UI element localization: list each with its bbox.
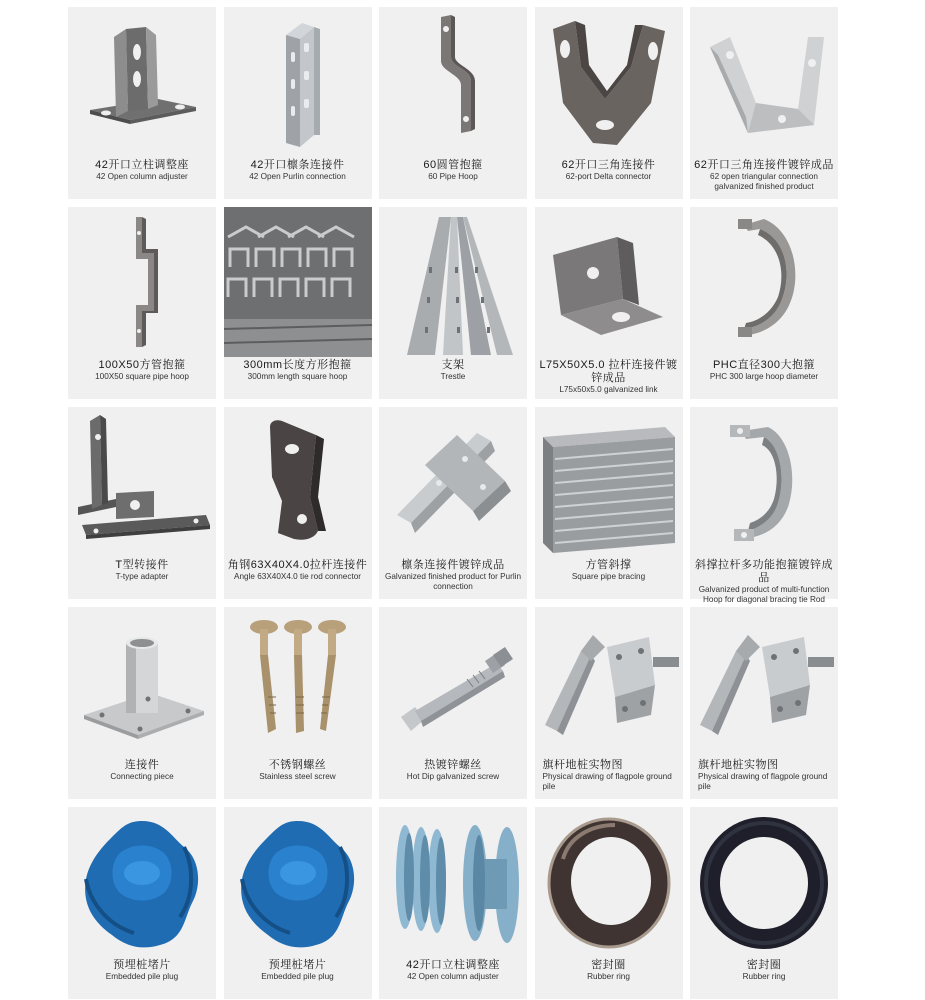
product-name-cn: 62开口三角连接件镀锌成品	[694, 159, 834, 171]
trestle-rails-icon	[379, 207, 527, 357]
product-name-cn: 密封圈	[591, 959, 626, 971]
product-card	[690, 407, 838, 604]
product-card	[379, 807, 527, 999]
product-name-en: Galvanized finished product for Purlin connection	[384, 572, 522, 591]
product-name-en: Connecting piece	[110, 772, 174, 781]
product-name-cn: 斜撑拉杆多功能抱箍镀锌成品	[695, 559, 833, 584]
product-name-cn: 42开口檩条连接件	[250, 159, 345, 171]
product-name-cn: 旗杆地桩实物图	[542, 759, 623, 771]
product-name-cn: T型转接件	[115, 559, 169, 571]
product-name-en: Physical drawing of flagpole ground pile	[542, 772, 672, 791]
product-caption	[226, 159, 370, 182]
product-card	[690, 207, 838, 399]
galvanized-bolt-icon	[379, 607, 527, 757]
product-card	[224, 207, 372, 399]
product-card	[690, 607, 838, 799]
product-caption	[381, 959, 525, 982]
flagpole-pile-icon	[535, 607, 683, 757]
product-card	[68, 807, 216, 999]
product-card	[224, 807, 372, 999]
product-card	[379, 207, 527, 399]
product-card	[224, 7, 372, 199]
product-name-cn: 100X50方管抱箍	[98, 359, 186, 371]
product-card	[535, 207, 683, 399]
product-name-en: Square pipe bracing	[571, 572, 646, 581]
product-name-cn: 60圆管抱箍	[423, 159, 483, 171]
product-name-cn: 热镀锌螺丝	[424, 759, 482, 771]
product-caption	[543, 759, 681, 791]
product-name-cn: 预埋桩堵片	[113, 959, 171, 971]
product-card	[535, 7, 683, 199]
product-name-en: 42 Open column adjuster	[96, 172, 188, 181]
product-card	[224, 407, 372, 599]
product-name-en: 100X50 square pipe hoop	[95, 372, 189, 381]
tie-rod-angle-icon	[224, 407, 372, 557]
product-name-cn: 角钢63X40X4.0拉杆连接件	[227, 559, 368, 571]
product-caption	[381, 359, 525, 382]
product-name-en: Hot Dip galvanized screw	[406, 772, 500, 781]
product-name-en: Stainless steel screw	[259, 772, 336, 781]
product-card	[68, 407, 216, 599]
galvanized-bracket-icon	[690, 7, 838, 157]
product-caption	[70, 559, 214, 582]
product-caption	[70, 959, 214, 982]
pipe-bracing-stack-icon	[535, 407, 683, 557]
pile-plug-icon	[224, 807, 372, 957]
product-name-cn: 密封圈	[746, 959, 782, 971]
product-name-en: PHC 300 large hoop diameter	[709, 372, 819, 381]
product-name-en: 42 Open column adjuster	[407, 972, 499, 981]
product-name-en: Rubber ring	[587, 972, 630, 981]
product-card	[690, 807, 838, 999]
multi-hoop-icon	[690, 407, 838, 557]
product-caption	[692, 359, 836, 382]
product-name-en: 62-port Delta connector	[565, 172, 652, 181]
product-name-cn: 方管斜撑	[585, 559, 632, 571]
product-name-en: L75x50x5.0 galvanized link	[559, 385, 658, 394]
product-caption	[381, 159, 525, 182]
product-caption	[692, 159, 836, 191]
product-name-cn: 檩条连接件镀锌成品	[401, 559, 505, 571]
product-name-cn: PHC直径300大抱箍	[712, 359, 816, 371]
product-name-cn: 连接件	[124, 759, 160, 771]
product-name-cn: 42开口立柱调整座	[95, 159, 189, 171]
product-name-en: 300mm length square hoop	[247, 372, 348, 381]
purlin-channel-icon	[224, 7, 372, 157]
angle-link-icon	[535, 207, 683, 357]
product-caption	[70, 159, 214, 182]
product-name-en: Embedded pile plug	[261, 972, 334, 981]
product-caption	[537, 959, 681, 982]
rubber-ring-dark-icon	[690, 807, 838, 957]
product-name-en: 42 Open Purlin connection	[249, 172, 346, 181]
product-caption	[537, 559, 681, 582]
product-name-cn: 42开口立柱调整座	[406, 959, 500, 971]
product-caption	[381, 559, 525, 591]
large-hoop-icon	[690, 207, 838, 357]
tube-base-icon	[68, 607, 216, 757]
product-catalog-grid	[68, 7, 846, 999]
product-card	[68, 607, 216, 799]
product-card	[379, 407, 527, 599]
product-name-cn: L75X50X5.0 拉杆连接件镀锌成品	[539, 359, 678, 384]
product-card	[535, 407, 683, 599]
product-card	[379, 607, 527, 799]
product-name-cn: 预埋桩堵片	[268, 959, 327, 971]
product-caption	[537, 359, 681, 395]
product-card	[690, 7, 838, 199]
flagpole-pile-icon	[690, 607, 838, 757]
product-name-cn: 62开口三角连接件	[561, 159, 656, 171]
delta-connector-icon	[535, 7, 683, 157]
product-card	[68, 207, 216, 399]
product-card	[535, 607, 683, 799]
product-caption	[698, 759, 836, 791]
product-name-en: T-type adapter	[115, 572, 169, 581]
pipe-hoop-icon	[379, 7, 527, 157]
product-name-en: Galvanized product of multi-function Hoop for diagonal bracing tie Rod	[698, 585, 830, 604]
product-caption	[381, 759, 525, 782]
product-caption	[226, 959, 370, 982]
column-base-plate-icon	[68, 7, 216, 157]
product-name-en: Physical drawing of flagpole ground pile	[698, 772, 828, 791]
product-name-en: Rubber ring	[742, 972, 786, 981]
spool-adjuster-icon	[379, 807, 527, 957]
product-caption	[226, 759, 370, 782]
product-caption	[70, 359, 214, 382]
product-caption	[226, 359, 370, 382]
product-name-cn: 支架	[441, 359, 465, 371]
purlin-galvanized-icon	[379, 407, 527, 557]
product-name-en: Embedded pile plug	[105, 972, 179, 981]
channel-stack-icon	[224, 207, 372, 357]
product-name-cn: 旗杆地桩实物图	[698, 759, 779, 771]
product-card	[379, 7, 527, 199]
product-caption	[226, 559, 370, 582]
product-card	[224, 607, 372, 799]
t-adapter-icon	[68, 407, 216, 557]
square-hoop-icon	[68, 207, 216, 357]
rubber-ring-icon	[535, 807, 683, 957]
product-caption	[692, 559, 836, 604]
steel-screw-icon	[224, 607, 372, 757]
product-name-cn: 不锈钢螺丝	[268, 759, 327, 771]
pile-plug-icon	[68, 807, 216, 957]
product-name-en: 60 Pipe Hoop	[428, 172, 478, 181]
product-caption	[537, 159, 681, 182]
product-card	[535, 807, 683, 999]
product-name-en: 62 open triangular connection galvanized finished product	[710, 172, 818, 191]
product-caption	[70, 759, 214, 782]
product-name-en: Trestle	[440, 372, 466, 381]
product-name-en: Angle 63X40X4.0 tie rod connector	[234, 572, 361, 581]
product-name-cn: 300mm长度方形抱箍	[243, 359, 352, 371]
product-caption	[692, 959, 836, 982]
product-card	[68, 7, 216, 199]
